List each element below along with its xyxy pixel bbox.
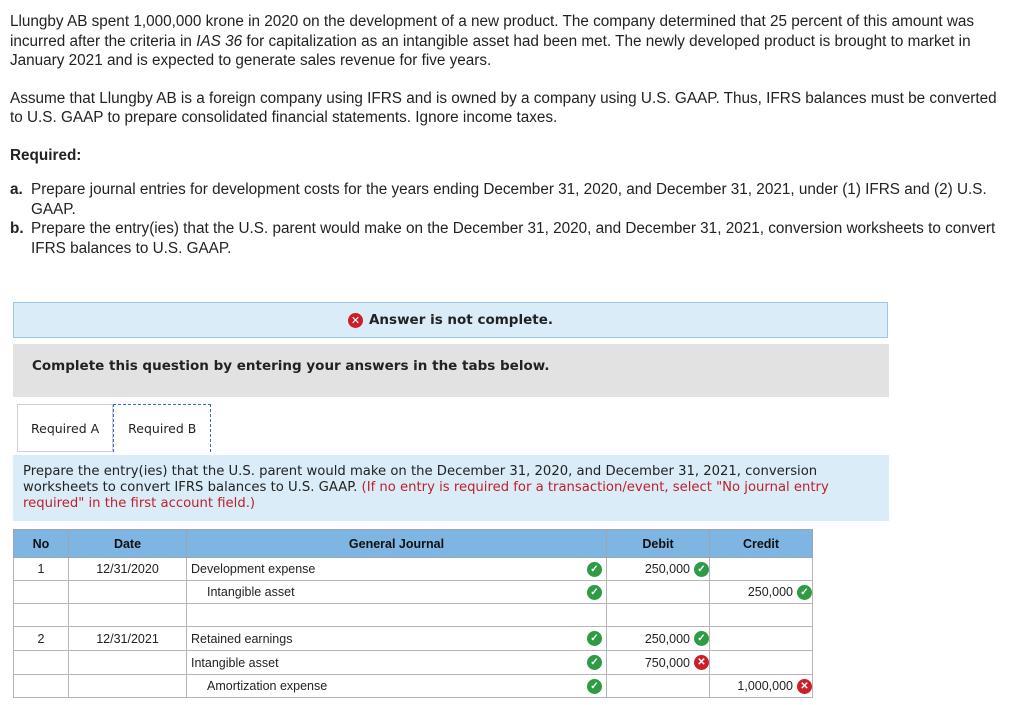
entry-date[interactable]	[69, 581, 187, 604]
status-banner	[13, 302, 888, 338]
table-row	[14, 581, 813, 604]
debit-field[interactable]	[607, 581, 710, 604]
account-name: Development expense	[191, 562, 316, 576]
required-item	[10, 219, 1000, 258]
credit-field[interactable]	[710, 581, 813, 604]
debit-field[interactable]	[607, 627, 710, 651]
correct-check-icon: ✓	[587, 562, 602, 577]
col-header-credit: Credit	[710, 530, 813, 558]
credit-field[interactable]	[710, 651, 813, 675]
debit-field[interactable]	[607, 651, 710, 675]
complete-prompt: Complete this question by entering your answers in the tabs below.	[32, 358, 550, 374]
credit-field[interactable]	[710, 604, 813, 627]
account-field[interactable]	[187, 604, 607, 627]
item-text: Prepare journal entries for development costs for the years ending December 31, 2020, and December 31, 2021, under (1) IFRS and (2) U.S. GAAP.	[31, 181, 987, 218]
account-field[interactable]	[187, 558, 607, 581]
col-header-debit: Debit	[607, 530, 710, 558]
correct-check-icon: ✓	[694, 631, 709, 646]
col-header-account: General Journal	[187, 530, 607, 558]
incorrect-x-icon: ✕	[694, 655, 709, 670]
incorrect-x-icon: ✕	[797, 679, 812, 694]
debit-field[interactable]	[607, 558, 710, 581]
account-name: Amortization expense	[207, 679, 328, 693]
instruction-note: (If no entry is required for a transaction/event, select "No journal entry required" in the first account field.)	[23, 480, 829, 511]
correct-check-icon: ✓	[797, 585, 812, 600]
instruction-text: Prepare the entry(ies) that the U.S. parent would make on the December 31, 2020, and December 31, 2021, conversion worksheets to convert IFRS balances to U.S. GAAP.	[23, 464, 818, 495]
tab-instructions	[13, 455, 889, 521]
correct-check-icon: ✓	[587, 631, 602, 646]
table-row	[14, 604, 813, 627]
entry-number[interactable]: 2	[14, 627, 69, 651]
problem-paragraph-2: Assume that Llungby AB is a foreign company using IFRS and is owned by a company using U.S. GAAP. Thus, IFRS balances must be converted to U.S. GAAP to prepare consolidated financial statements. Ignore income taxes.	[10, 89, 997, 126]
standard-reference: IAS 36	[196, 32, 243, 50]
account-field[interactable]	[187, 675, 607, 698]
tab-required-b[interactable]: Required B	[113, 404, 211, 452]
entry-date[interactable]	[69, 651, 187, 675]
entry-date[interactable]	[69, 675, 187, 698]
entry-date[interactable]	[69, 604, 187, 627]
account-name: Retained earnings	[191, 631, 293, 646]
credit-amount: 250,000	[747, 585, 793, 600]
correct-check-icon: ✓	[587, 655, 602, 670]
correct-check-icon: ✓	[694, 562, 709, 577]
required-list	[10, 180, 1000, 258]
account-name: Intangible asset	[207, 585, 295, 599]
debit-field[interactable]	[607, 604, 710, 627]
correct-check-icon: ✓	[587, 679, 602, 694]
credit-amount: 1,000,000	[737, 679, 793, 694]
correct-check-icon: ✓	[587, 585, 602, 600]
entry-number[interactable]	[14, 675, 69, 698]
debit-amount: 250,000	[644, 631, 690, 646]
col-header-date: Date	[69, 530, 187, 558]
table-row	[14, 627, 813, 651]
item-text: Prepare the entry(ies) that the U.S. parent would make on the December 31, 2020, and December 31, 2021, conversion worksheets to convert IFRS balances to U.S. GAAP.	[31, 220, 996, 257]
account-name: Intangible asset	[191, 655, 279, 670]
required-item	[10, 180, 1000, 219]
item-letter: a.	[10, 181, 23, 198]
problem-text: Llungby AB spent 1,000,000 krone in 2020 on the development of a new product. The company determined that 25 percent of this amount was incurred after the criteria in	[10, 13, 975, 50]
journal-body	[14, 558, 813, 698]
credit-field[interactable]	[710, 558, 813, 581]
instruction-box	[13, 344, 889, 397]
entry-number[interactable]	[14, 604, 69, 627]
col-header-no: No	[14, 530, 69, 558]
entry-number[interactable]	[14, 581, 69, 604]
entry-number[interactable]: 1	[14, 558, 69, 581]
problem-text: for capitalization as an intangible asset had been met. The newly developed product is brought to market in January 2021 and is expected to generate sales revenue for five years.	[10, 32, 971, 69]
debit-amount: 250,000	[644, 562, 690, 577]
banner-text: Answer is not complete.	[368, 312, 553, 328]
table-row	[14, 651, 813, 675]
entry-date[interactable]: 12/31/2020	[69, 558, 187, 581]
entry-number[interactable]	[14, 651, 69, 675]
entry-date[interactable]: 12/31/2021	[69, 627, 187, 651]
table-row	[14, 675, 813, 698]
x-circle-icon: ✕	[348, 313, 363, 328]
table-row	[14, 558, 813, 581]
journal-table	[13, 529, 813, 698]
credit-field[interactable]	[710, 627, 813, 651]
debit-amount: 750,000	[644, 655, 690, 670]
tab-required-a[interactable]: Required A	[17, 404, 113, 452]
credit-field[interactable]	[710, 675, 813, 698]
item-letter: b.	[10, 220, 24, 237]
required-heading: Required:	[10, 146, 82, 164]
debit-field[interactable]	[607, 675, 710, 698]
journal-header-row	[14, 530, 813, 558]
problem-paragraph-1	[10, 12, 1000, 71]
tab-bar	[17, 404, 211, 452]
account-field[interactable]	[187, 581, 607, 604]
account-field[interactable]	[187, 651, 607, 675]
problem-statement	[10, 12, 1000, 258]
account-field[interactable]	[187, 627, 607, 651]
